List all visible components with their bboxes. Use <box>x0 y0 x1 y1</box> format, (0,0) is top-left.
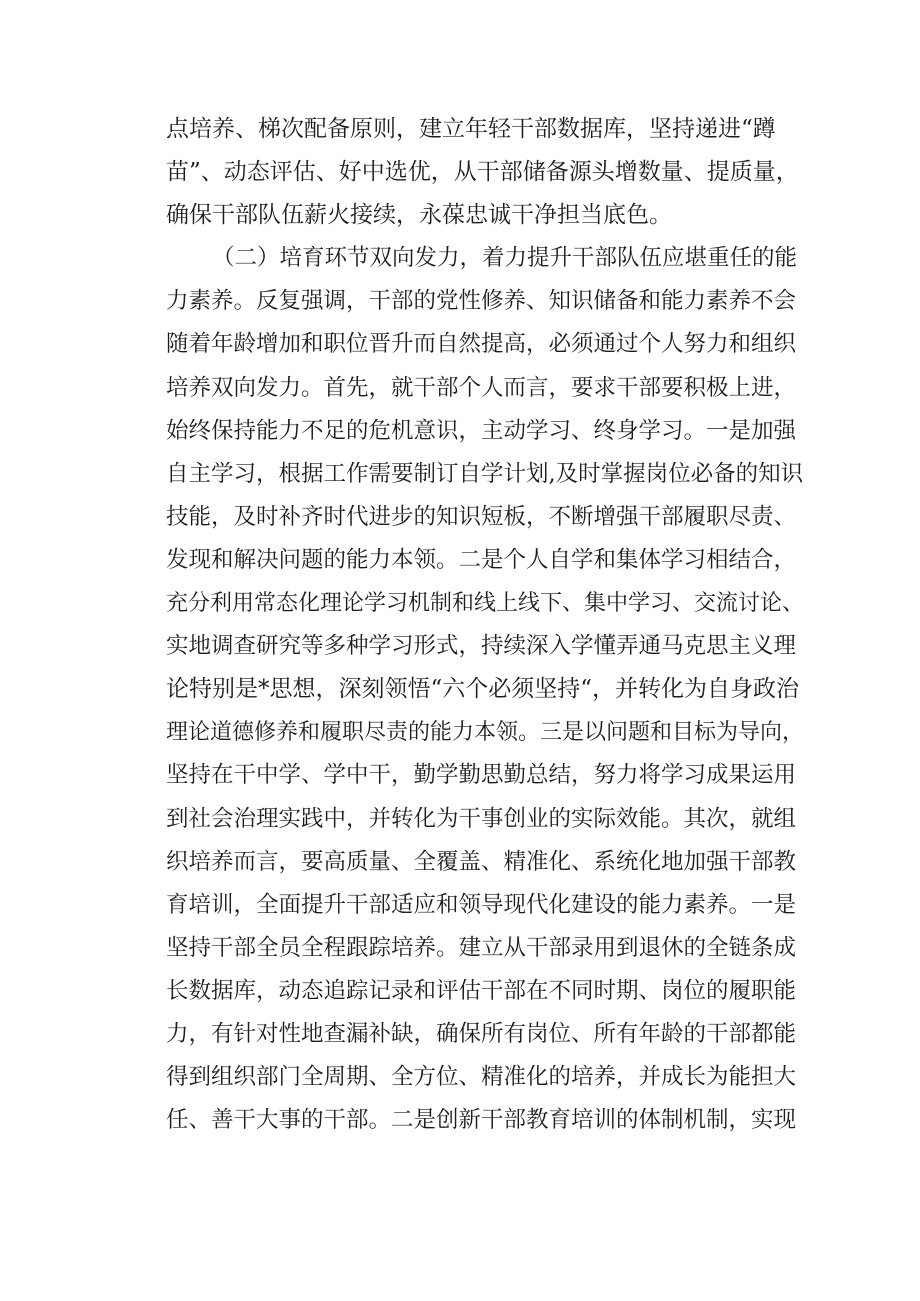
text-line-10: 技能，及时补齐时代进步的知识短板，不断增强干部履职尽责、 <box>166 503 797 530</box>
text-line-2: 苗”、动态评估、好中选优，从干部储备源头增数量、提质量， <box>166 159 799 186</box>
text-line-21: 长数据库，动态追踪记录和评估干部在不同时期、岗位的履职能 <box>166 977 797 1004</box>
text-line-6: 随着年龄增加和职位晋升而自然提高，必须通过个人努力和组织 <box>166 331 797 358</box>
text-line-12: 充分利用常态化理论学习机制和线上线下、集中学习、交流讨论、 <box>166 591 805 617</box>
text-line-7: 培养双向发力。首先，就干部个人而言，要求干部要积极上进， <box>166 374 797 401</box>
text-line-19: 育培训，全面提升干部适应和领导现代化建设的能力素养。一是 <box>166 891 797 918</box>
text-line-1: 点培养、梯次配备原则，建立年轻干部数据库，坚持递进“蹲 <box>166 116 776 142</box>
text-line-20: 坚持干部全员全程跟踪培养。建立从干部录用到退休的全链条成 <box>166 934 797 961</box>
text-line-22: 力，有针对性地查漏补缺，确保所有岗位、所有年龄的干部都能 <box>166 1020 797 1047</box>
text-line-8: 始终保持能力不足的危机意识，主动学习、终身学习。一是加强 <box>166 417 797 444</box>
text-line-24: 任、善干大事的干部。二是创新干部教育培训的体制机制，实现 <box>166 1107 797 1134</box>
section-heading-line: （二）培育环节双向发力，着力提升干部队伍应堪重任的能 <box>212 245 798 272</box>
text-line-23: 得到组织部门全周期、全方位、精准化的培养，并成长为能担大 <box>166 1064 797 1091</box>
text-line-17: 到社会治理实践中，并转化为干事创业的实际效能。其次，就组 <box>166 805 797 832</box>
text-line-16: 坚持在干中学、学中干，勤学勤思勤总结，努力将学习成果运用 <box>166 762 797 789</box>
text-line-15: 理论道德修养和履职尽责的能力本领。三是以问题和目标为导向， <box>166 720 805 746</box>
text-line-3: 确保干部队伍薪火接续，永葆忠诚干净担当底色。 <box>166 202 672 229</box>
text-line-9: 自主学习，根据工作需要制订自学计划,及时掌握岗位必备的知识 <box>166 460 804 487</box>
text-line-18: 织培养而言，要高质量、全覆盖、精准化、系统化地加强干部教 <box>166 848 797 875</box>
text-line-14: 论特别是*思想，深刻领悟“六个必须坚持“，并转化为自身政治 <box>166 676 800 703</box>
body-text <box>166 108 806 1142</box>
text-line-5: 力素养。反复强调，干部的党性修养、知识储备和能力素养不会 <box>166 288 797 315</box>
text-line-13: 实地调查研究等多种学习形式，持续深入学懂弄通马克思主义理 <box>166 633 797 660</box>
text-line-11: 发现和解决问题的能力本领。二是个人自学和集体学习相结合， <box>166 546 797 573</box>
